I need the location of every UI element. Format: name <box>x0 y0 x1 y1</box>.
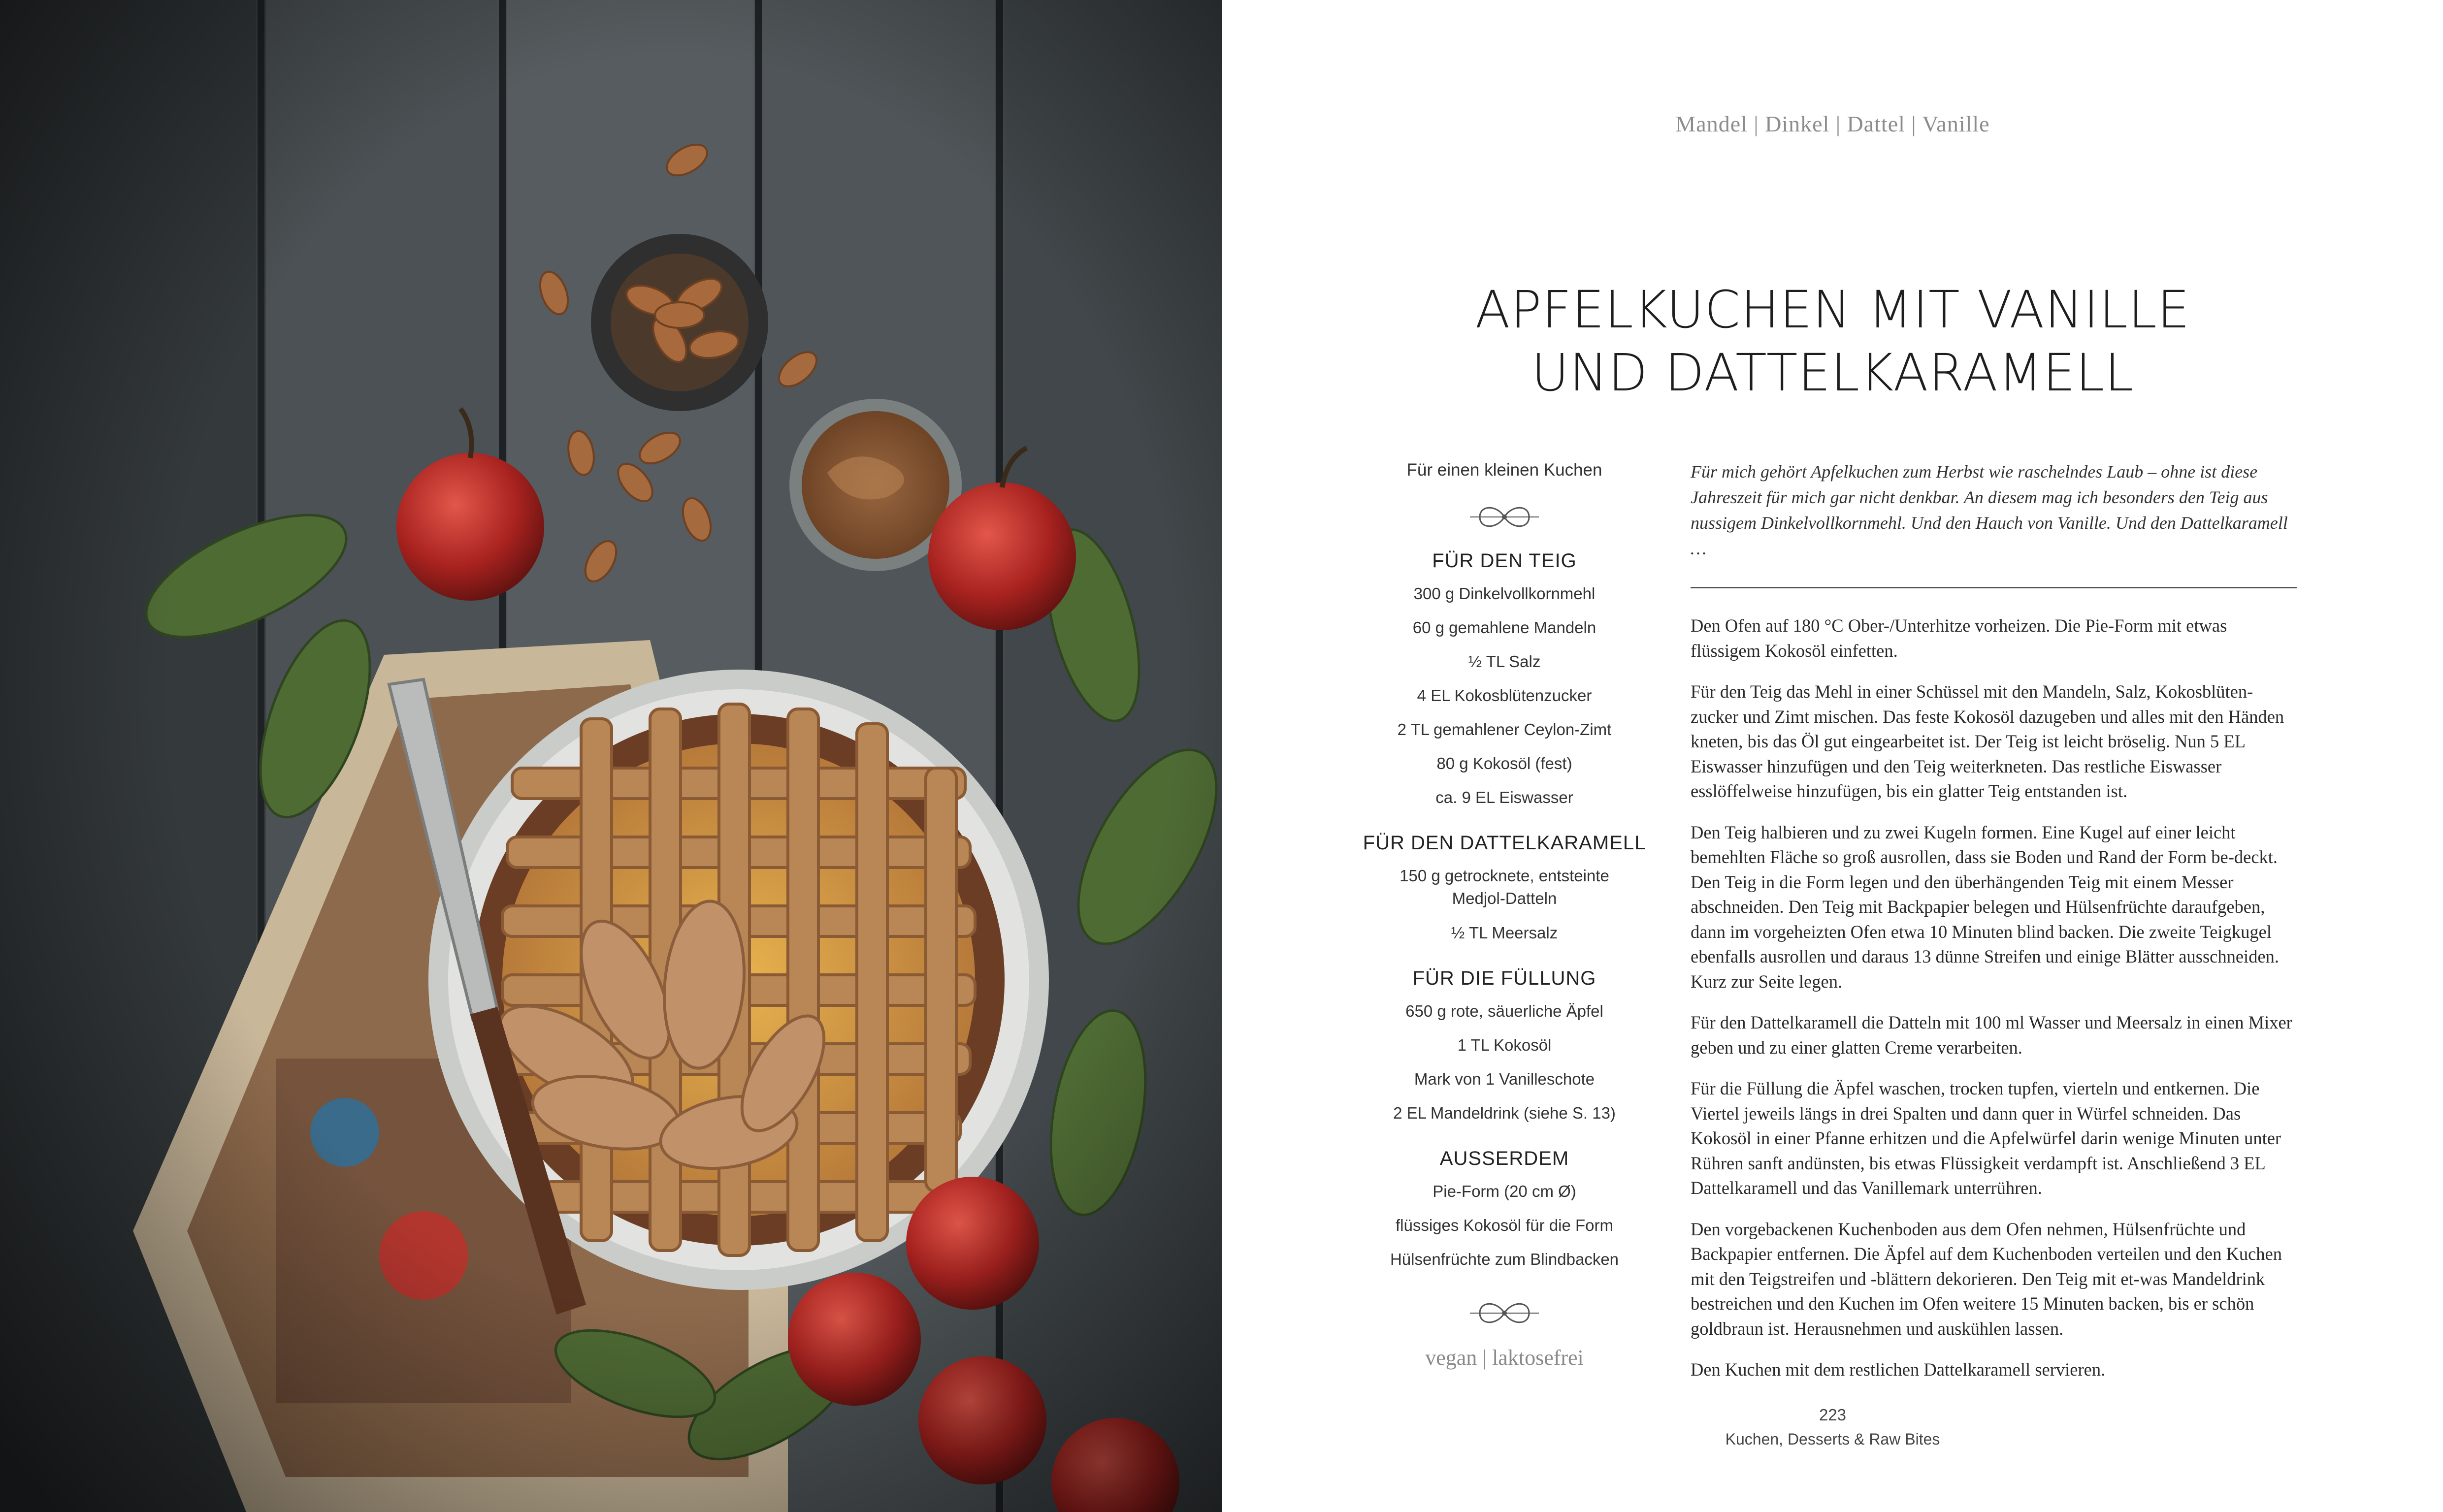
ornament-icon <box>1470 500 1539 534</box>
serving-info: Für einen kleinen Kuchen <box>1406 460 1602 480</box>
recipe-method <box>1691 613 2298 1399</box>
ingredient-item: ½ TL Meersalz <box>1451 924 1558 942</box>
method-step: Den Kuchen mit dem restlichen Dattelkaramell servieren. <box>1691 1359 2106 1380</box>
group-heading-extras: AUSSERDEM <box>1439 1148 1569 1169</box>
recipe-tags: Mandel | Dinkel | Dattel | Vanille <box>1675 111 1990 136</box>
ingredient-item: 650 g rote, säuerliche Äpfel <box>1405 1002 1603 1020</box>
ingredient-line: Medjol-Datteln <box>1452 889 1557 907</box>
ingredient-item: ca. 9 EL Eiswasser <box>1435 788 1573 806</box>
ingredient-item: 60 g gemahlene Mandeln <box>1412 618 1596 637</box>
method-step: Den vorgebackenen Kuchenboden aus dem Ofen nehmen, Hülsenfrüchte und Backpapier entfernen. Die Äpfel auf dem Kuchenboden verteilen und den Kuchen mit den Teigstreifen und -blättern dekorieren. Den Teig mit et-was Mandeldrink bestreichen und den Kuchen im Ofen weitere 15 Minuten backen, bis er schön goldbraun ist. Herausnehmen und auskühlen lassen. <box>1691 1219 2282 1339</box>
title-line-1: APFELKUCHEN MIT VANILLE <box>1475 280 2190 340</box>
ingredient-item: 2 TL gemahlener Ceylon-Zimt <box>1397 720 1612 739</box>
diet-note: vegan | laktosefrei <box>1425 1346 1584 1370</box>
ingredient-item: 4 EL Kokosblütenzucker <box>1417 686 1592 705</box>
method-step: Den Teig halbieren und zu zwei Kugeln formen. Eine Kugel auf einer leicht bemehlten Fläche so groß ausrollen, dass sie Boden und Rand der Form be-deckt. Den Teig in die Form legen und den überhängenden Teig mit einem Messer abschneiden. Den Teig mit Backpapier belegen und Hülsenfrüchte daraufgeben, dann im vorgeheizten Ofen etwa 10 Minuten blind backen. Die zweite Teigkugel ebenfalls ausrollen und daraus 13 dünne Streifen und einige Blätter ausschneiden. Kurz zur Seite legen. <box>1691 822 2280 992</box>
group-heading-caramel: FÜR DEN DATTELKARAMELL <box>1363 832 1646 854</box>
method-step: Für den Dattelkaramell die Datteln mit 100 ml Wasser und Meersalz in einen Mixer geben und zu einer glatten Creme verarbeiten. <box>1691 1012 2292 1058</box>
divider <box>1691 587 2297 588</box>
group-heading-dough: FÜR DEN TEIG <box>1432 550 1577 572</box>
ingredient-item: 2 EL Mandeldrink (siehe S. 13) <box>1393 1104 1616 1122</box>
group-heading-filling: FÜR DIE FÜLLUNG <box>1412 967 1596 989</box>
ingredient-line: 150 g getrocknete, entsteinte <box>1400 867 1609 885</box>
ingredient-item: 80 g Kokosöl (fest) <box>1436 754 1572 772</box>
ingredient-item: Mark von 1 Vanilleschote <box>1414 1070 1595 1088</box>
page-title <box>1222 278 2443 404</box>
method-step: Für den Teig das Mehl in einer Schüssel mit den Mandeln, Salz, Kokosblüten-zucker und Zimt mischen. Das feste Kokosöl dazugeben und alles mit den Händen kneten, bis das Öl gut eingearbeitet ist. Der Teig ist leicht bröselig. Nun 5 EL Eiswasser hinzufügen und den Teig weiterkneten. Das restliche Eiswasser esslöffelweise hinzufügen, bis ein glatter Teig entstanden ist. <box>1691 681 2284 801</box>
method-step: Den Ofen auf 180 °C Ober-/Unterhitze vorheizen. Die Pie-Form mit etwas flüssigem Kokosöl einfetten. <box>1691 615 2227 661</box>
ingredient-item: ½ TL Salz <box>1468 652 1541 671</box>
ingredient-item: 1 TL Kokosöl <box>1457 1036 1552 1054</box>
method-step: Für die Füllung die Äpfel waschen, trocken tupfen, vierteln und entkernen. Die Viertel jeweils längs in drei Spalten und dann quer in Würfel schneiden. Das Kokosöl in einer Pfanne erhitzen und die Apfelwürfel darin wenige Minuten unter Rühren sanft andünsten, bis etwas Flüssigkeit verdampft ist. Anschließend 3 EL Dattelkaramell und das Vanillemark unterrühren. <box>1691 1078 2281 1198</box>
page-number: 223 <box>1819 1406 1847 1424</box>
ornament-icon <box>1470 1296 1539 1330</box>
section-footer: Kuchen, Desserts & Raw Bites <box>1725 1430 1940 1448</box>
ingredient-item: 300 g Dinkelvollkornmehl <box>1413 584 1596 603</box>
ingredient-item: Pie-Form (20 cm Ø) <box>1433 1182 1576 1200</box>
ingredients-column <box>1349 460 1660 1370</box>
ingredient-item: flüssiges Kokosöl für die Form <box>1395 1216 1613 1234</box>
ingredient-item: Hülsenfrüchte zum Blindbacken <box>1390 1250 1619 1268</box>
title-line-2: UND DATTELKARAMELL <box>1531 343 2134 403</box>
recipe-intro: Für mich gehört Apfelkuchen zum Herbst wie raschelndes Laub – ohne ist diese Jahreszeit für mich gar nicht denkbar. An diesem mag ich besonders den Teig aus nussigem Dinkelvollkornmehl. Und den Hauch von Vanille. Und den Dattelkaramell … <box>1691 462 2288 558</box>
ingredient-item <box>1349 859 1660 916</box>
